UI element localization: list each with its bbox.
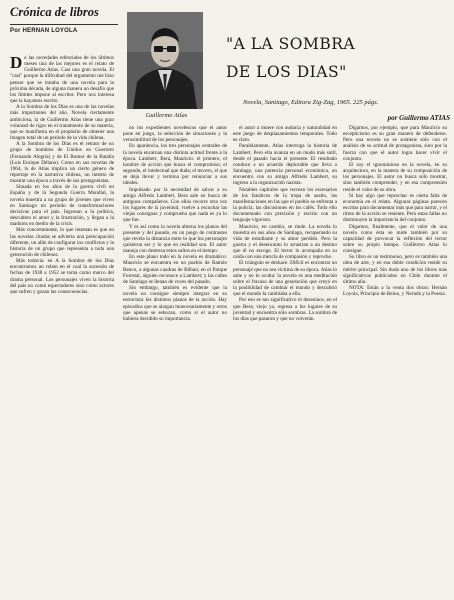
author-photo bbox=[127, 12, 203, 109]
article-column-4 bbox=[343, 125, 447, 598]
article-column-3 bbox=[233, 125, 337, 598]
column-paragraph: Más concretamente, lo que intentan es que en las novelas citadas se advierta una preocupación diferente, un afán de configurar los conflictos y la historia de un grupo que representa a toda una generación de chilenos. bbox=[10, 227, 114, 258]
section-title: Crónica de libros bbox=[10, 5, 99, 19]
reviewed-author: por Guillermo ATIAS bbox=[387, 114, 450, 122]
article-column-2 bbox=[123, 125, 227, 598]
column-paragraph: Si hay algo que reprochar es cierta falta de economía en el relato. Algunas páginas parecen escritas para documentar más que para narrar, y el ritmo de la acción se resiente. Pero estas fallas no disminuyen la importancia del conjunto. bbox=[343, 192, 447, 224]
column-header bbox=[10, 6, 118, 34]
headline-line-2: DE LOS DIAS" bbox=[226, 63, 347, 81]
column-paragraph: En este plano todo en la novela es dramático: Mauricio se encuentra en un pueblo de Ramón Renco, a algunas cuadras de Bilbao; en el Parque Forestal, alguien reconoce a Lambert; y las calles de Santiago se llenan de voces del pasado. bbox=[123, 254, 227, 285]
column-paragraph: Paralelamente, Atías interroga la historia de Lambert. Pero ella avanza en un modo más sutil, desde el pasado hacia el presente. El resultado conduce a un acuerdo deplorable que lleva a Santiago, una potencia personal económica, un encuentro con su amigo Alfredo Lambert, su ingreso a la organización nazista. bbox=[233, 143, 337, 187]
column-paragraph: Y es así como la novela alterna los planos del presente y del pasado, en un juego de contrastes que revela la distancia entre lo que los personajes quisieron ser y lo que en realidad son. El autor maneja con destreza estos saltos en el tiempo. bbox=[123, 223, 227, 255]
column-paragraph: En apariencia, los tres personajes centrales de la novela encarnan una distinta actitud frente a la época. Lambert, Bera, Mauricio: el primero, el hombre de acción que busca el compromiso; el segundo, el intelectual que duda; el tercero, el que se deja llevar y termina por renunciar a sus ideales. bbox=[123, 143, 227, 187]
column-paragraph: Su libro es un testimonio, pero es también una obra de arte, y en esa doble condición reside su mérito principal. Sin duda uno de los libros más significativos publicados en Chile durante el último año. bbox=[343, 254, 447, 285]
column-paragraph: El triángulo se deshace. Difícil es encontrar un personaje que no sea víctima de su época. Atías lo sabe y no lo oculta: la novela es una meditación sobre el fracaso de una generación que creyó en la posibilidad de cambiar el mundo y descubrió que el mundo la cambiaba a ella. bbox=[233, 260, 338, 298]
column-paragraph: Más todavía: en A la Sombra de los Días encontramos un relato en el cual la sucesión de fechas de 1938 a 1952 se toma como marco del drama personal. Los personajes viven la historia del país no como espectadores sino como actores que sufren y gozan las consecuencias. bbox=[10, 258, 114, 295]
column-paragraph: Sin embargo, también es evidente que la novela no consigue siempre integrar en su estructura los distintos planos de la acción. Hay episodios que se alargan innecesariamente y otros que apenas se esbozan, como si el autor no hubiera decidido su importancia. bbox=[123, 285, 227, 322]
column-paragraph: el autor a muere con audacia y naturalidad en este juego de desplazamientos temporales. Todo es claro. bbox=[233, 125, 337, 144]
article-column-1 bbox=[10, 55, 114, 598]
section-divider bbox=[10, 24, 118, 25]
photo-caption: Guillermo Atías bbox=[145, 112, 188, 119]
column-paragraph: Impulsado por la necesidad de salvar a su amigo Alfredo Lambert, Bera sale en busca de antiguos compañeros. Con ellos recorre otra vez los lugares de la juventud, vuelve a escuchar las viejas consignas y comprueba que nada es ya lo que fue. bbox=[123, 186, 227, 224]
author-portrait-image bbox=[127, 12, 203, 109]
column-paragraph: NOTA: Están a la venta dos obras: Hernán Loyola, Principio de Reino, y Neruda y la Poesía. bbox=[343, 285, 447, 298]
article-headline bbox=[226, 30, 451, 86]
byline: Por HERNAN LOYOLA bbox=[10, 28, 78, 34]
column-paragraph: A la Sombra de los Días es el retrato de un grupo de hombres de Unidos en Guerrero (Fernando Alegría) y de El Rumor de la Batalla (Luis Enrique Délano). Como en sus novelas de 1964, la de Atías implica un cierto género de reportaje en la narrativa chilena, un intento de mostrar una época a través de sus protagonistas. bbox=[10, 141, 114, 185]
publication-info: Novela, Santiago, Editora Zig-Zag, 1965. 225 págs. bbox=[243, 99, 379, 106]
column-paragraph: no los expedientes novelescos que el autor pone en juego, la selección de situaciones y la verosimilitud de los personajes. bbox=[123, 125, 227, 144]
headline-line-1: "A LA SOMBRA bbox=[226, 35, 356, 53]
column-paragraph: Mauricio, en cambio, se rinde. La novela lo muestra en sus años de Santiago, recuperando su vida de estudiante y su amor perdido. Pero la guerra y el desencanto lo arrastran a un destino que él no escoge. El lector lo acompaña en su caída con una mezcla de compasión y reproche. bbox=[233, 223, 337, 261]
column-paragraph: El soy el ignominioso en la novela, en su arquitectura, en la manera de su composición de los personajes. El autor no busca sólo mostrar, sino también comprender, y en esa comprensión reside el valor de su obra. bbox=[343, 161, 447, 193]
column-paragraph: De las novedades editoriales de los últimos meses una de las mejores es el relato de Guillermo Atías. Casi una gran novela. El "casi" porque la dificultad del argumento me hizo pensar que se trataba de una novela para la próxima década, de alguna manera un desafío que los límites impone al escritor. Pero nos interesa que la hayamos escrito. bbox=[10, 53, 114, 105]
drop-cap: D bbox=[10, 53, 23, 72]
column-paragraph: Notables capítulos que recrean los escenarios de los fanáticos de la tropa de asalto, las manifestaciones en las que el pueblo se enfrenta a la policía, las discusiones en los cafés. Todo ello documentado con precisión y escrito con un lenguaje vigoroso. bbox=[233, 186, 337, 224]
column-paragraph: Situada en los años de la guerra civil en España y de la Segunda Guerra Mundial, la novela muestra a un grupo de jóvenes que viven en Santiago un período de transformaciones decisivas para el país. Ingresan a la política, descubren el amor y la frustración, y llegan a la madurez en medio de la crisis. bbox=[10, 184, 114, 228]
column-paragraph: Por eso es tan significativo el desenlace, en el que Bera, viejo ya, regresa a los lugares de su juventud y encuentra sólo sombras. La sombra de los días que pasaron y que no volverán. bbox=[233, 297, 337, 322]
column-paragraph: Digamos, por ejemplo, que para Mauricio su escepticismo es su gran manera de defenderse. Pero una novela no se sostiene sólo con el análisis de su actitud de protagonista, sino por la fuerza con que el autor logra hacer vivir el conjunto. bbox=[343, 125, 447, 162]
column-paragraph: A la Sombra de los Días es una de las novelas más importantes del año. Novela ciertamente ambiciosa, la de Guillermo Atías tiene una gran voluntad de rigor en el tratamiento de su materia, que se manifiesta en el propósito de obtener una imagen total de un período de la vida chilena. bbox=[10, 104, 114, 142]
column-paragraph: Digamos, finalmente, que el valor de una novela como ésta se mide también por su capacidad de provocar la reflexión del lector sobre su propio tiempo. Guillermo Atías lo consigue. bbox=[343, 223, 447, 255]
